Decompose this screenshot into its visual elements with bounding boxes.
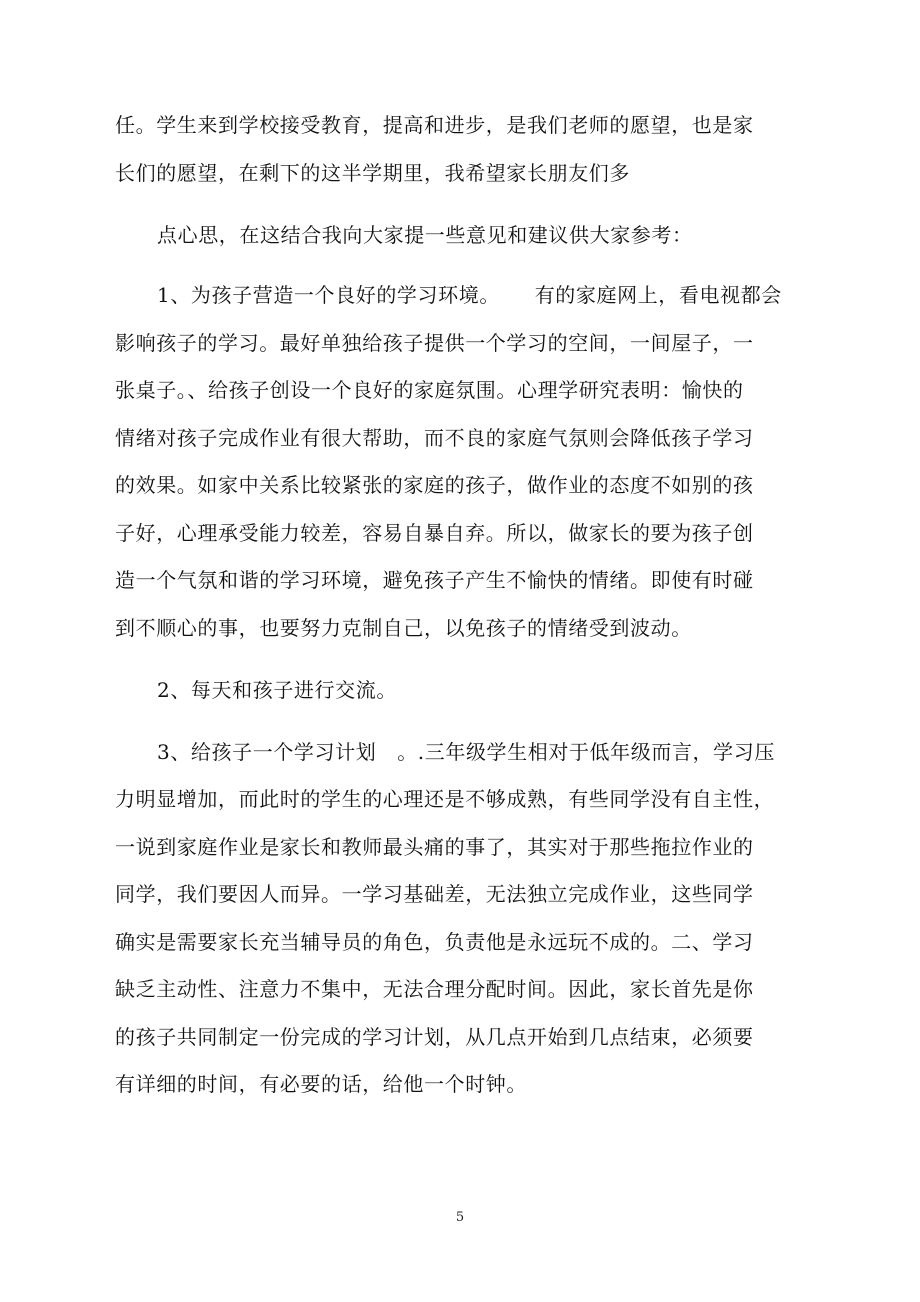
list-item-3-line: 3、给孩子一个学习计划 。.三年级学生相对于低年级而言，学习压 xyxy=(157,740,775,764)
text-line: 张桌子。、给孩子创设一个良好的家庭氛围。心理学研究表明：愉快的 xyxy=(115,378,744,402)
text-line: 任。学生来到学校接受教育，提高和进步，是我们老师的愿望，也是家 xyxy=(115,113,754,137)
text-line: 到不顺心的事，也要努力克制自己，以免孩子的情绪受到波动。 xyxy=(115,616,692,640)
text-line: 有详细的时间，有必要的话，给他一个时钟。 xyxy=(115,1072,527,1096)
list-item-1-line: 1、为孩子营造一个良好的学习环境。 有的家庭网上，看电视都会 xyxy=(157,283,782,307)
text-line: 的效果。如家中关系比较紧张的家庭的孩子，做作业的态度不如别的孩 xyxy=(115,473,754,497)
text-line: 确实是需要家长充当辅导员的角色，负责他是永远玩不成的。二、学习 xyxy=(115,930,754,954)
text-line: 缺乏主动性、注意力不集中，无法合理分配时间。因此，家长首先是你 xyxy=(115,977,754,1001)
text-line: 长们的愿望，在剩下的这半学期里，我希望家长朋友们多 xyxy=(115,161,630,185)
text-line: 一说到家庭作业是家长和教师最头痛的事了，其实对于那些拖拉作业的 xyxy=(115,835,754,859)
text-line: 情绪对孩子完成作业有很大帮助，而不良的家庭气氛则会降低孩子学习 xyxy=(115,426,754,450)
page-number: 5 xyxy=(455,1210,465,1225)
text-line: 造一个气氛和谐的学习环境，避免孩子产生不愉快的情绪。即使有时碰 xyxy=(115,568,754,592)
text-line: 力明显增加，而此时的学生的心理还是不够成熟，有些同学没有自主性， xyxy=(115,787,775,811)
list-item-2-line: 2、每天和孩子进行交流。 xyxy=(157,678,397,702)
text-line: 影响孩子的学习。最好单独给孩子提供一个学习的空间，一间屋子，一 xyxy=(115,331,754,355)
text-line: 的孩子共同制定一份完成的学习计划，从几点开始到几点结束，必须要 xyxy=(115,1025,754,1049)
paragraph-start-line: 点心思，在这结合我向大家提一些意见和建议供大家参考： xyxy=(157,223,693,247)
text-line: 子好，心理承受能力较差，容易自暴自弃。所以，做家长的要为孩子创 xyxy=(115,521,754,545)
text-line: 同学，我们要因人而异。一学习基础差，无法独立完成作业，这些同学 xyxy=(115,882,754,906)
